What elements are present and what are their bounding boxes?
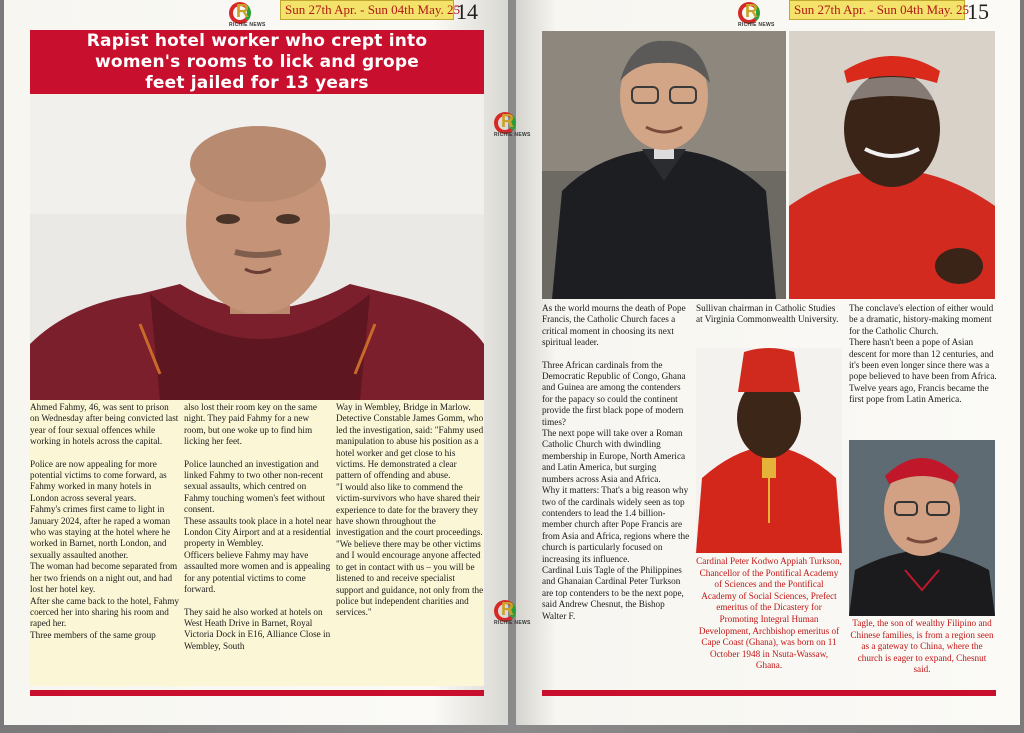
paragraph: Ahmed Fahmy, 46, was sent to prison on Wednesday after being convicted last year of four sexual offences while working in hotels across the capital. — [30, 402, 179, 447]
paragraph: These assaults took place in a hotel near London City Airport and at a residential property in Wembley. — [184, 515, 332, 549]
paragraph: They said he also worked at hotels on West Heath Drive in Barnet, Royal Victoria Dock in E16, Alliance Close in Wembley, South — [184, 606, 331, 651]
paragraph: After she came back to the hotel, Fahmy coerced her into sharing his room and raped her. — [30, 595, 179, 629]
article-column-1 — [30, 402, 180, 641]
bottom-rule — [30, 690, 484, 696]
right-page — [494, 0, 1020, 725]
cardinal-tagle-portrait — [849, 440, 995, 616]
paragraph: "I would also like to commend the victim-survivors who have shared their experience to date for the bravery they have shown throughout the investigation and the court proceedings. — [336, 481, 483, 538]
paragraph: Sullivan chairman in Catholic Studies at Virginia Commonwealth University. — [696, 303, 839, 325]
paragraph: Way in Wembley, Bridge in Marlow. — [336, 402, 471, 412]
article-column-1 — [542, 303, 690, 622]
article-column-3 — [849, 303, 997, 406]
richie-news-logo: R RICHIE NEWS — [229, 1, 266, 28]
bottom-rule — [542, 690, 996, 696]
suspect-photo — [30, 94, 484, 400]
paragraph: Police are now appealing for more potential victims to come forward, as Fahmy worked in many hotels in London across several years. — [30, 458, 167, 503]
paragraph: The woman had become separated from her two friends on a night out, and had lost her hotel key. — [30, 561, 178, 595]
paragraph: Cardinal Luis Tagle of the Philippines and Ghanaian Cardinal Peter Turkson are top contenders to be the next pope, said Andrew Chesnut, the Bishop Walter F. — [542, 564, 684, 621]
paragraph: Three African cardinals from the Democratic Republic of Congo, Ghana and Guinea are among the contenders for the papacy so could the continent provide the first black pope of modern times? — [542, 359, 686, 427]
cardinal-turkson-photo — [789, 31, 995, 299]
headline-line: Rapist hotel worker who crept into — [86, 31, 428, 51]
cardinal-tagle-photo — [542, 31, 786, 299]
paragraph: As the world mourns the death of Pope Francis, the Catholic Church faces a critical moment in choosing its next spiritual leader. — [542, 303, 686, 348]
page-number: 15 — [967, 0, 989, 24]
headline-line: feet jailed for 13 years — [145, 73, 369, 93]
turkson-caption: Cardinal Peter Kodwo Appiah Turkson, Chancellor of the Pontifical Academy of Sciences and the Pontifical Academy of Social Sciences, Prefect emeritus of the Dicastery for Promoting Integral Human Development, Archbishop emeritus of Cape Coast (Ghana), was born on 11 October 1948 in Nsuta-Wassaw, Ghana. — [696, 556, 842, 671]
paragraph: Why it matters: That's a big reason why two of the cardinals widely seen as top contenders to lead the 1.4 billion-member church after Pope Francis are from Asia and Africa, regions where the church is particularly focused on increasing its influence. — [542, 485, 690, 564]
headline-line: women's rooms to lick and grope — [95, 52, 419, 72]
paragraph: Fahmy's crimes first came to light in January 2024, after he raped a woman who was staying at the hotel where he worked in Barnet, north London, and sexually assaulted another. — [30, 504, 171, 560]
cardinal-turkson-portrait — [696, 348, 842, 553]
paragraph: The conclave's election of either would be a dramatic, history-making moment for the Catholic Church. — [849, 303, 994, 336]
richie-news-logo-watermark: R RICHIE NEWS — [494, 599, 531, 626]
issue-date: Sun 27th Apr. - Sun 04th May. 25 — [280, 0, 454, 20]
left-page — [4, 0, 508, 725]
paragraph: Officers believe Fahmy may have assaulted more women and is appealing for any potential victims to come forward. — [184, 549, 331, 595]
paragraph: The next pope will take over a Roman Catholic Church with dwindling membership in Europe, North America and Latin America, but surging numbers across Asia and Africa. — [542, 428, 686, 484]
tagle-caption: Tagle, the son of wealthy Filipino and Chinese families, is from a region seen as a gateway to China, where the church is eager to expand, Chesnut said. — [850, 618, 994, 675]
page-number: 14 — [456, 0, 478, 24]
richie-news-logo: R RICHIE NEWS — [738, 1, 775, 28]
paragraph: There hasn't been a pope of Asian descent for more than 12 centuries, and it's been even longer since there was a pope believed to have been from Africa. Twelve years ago, Francis became the first pope from Latin America. — [849, 337, 997, 405]
paragraph: "We believe there may be other victims and I would encourage anyone affected to get in contact with us – you will be listened to and receive specialist support and guidance, not only from the police but independent charities and services." — [336, 538, 484, 618]
issue-date: Sun 27th Apr. - Sun 04th May. 25 — [789, 0, 965, 20]
article-column-3 — [336, 402, 484, 619]
paragraph: Police launched an investigation and linked Fahmy to two other non-recent sexual assaults, which centred on Fahmy touching women's feet without consent. — [184, 458, 325, 515]
article-column-2 — [184, 402, 332, 652]
paragraph: also lost their room key on the same night. They paid Fahmy for a new room, but one woke up to find him licking her feet. — [184, 402, 317, 447]
headline — [30, 30, 484, 94]
richie-news-logo-watermark: R RICHIE NEWS — [494, 111, 531, 138]
paragraph: Three members of the same group — [30, 629, 156, 640]
article-column-2 — [696, 303, 842, 326]
paragraph: Detective Constable James Gomm, who led the investigation, said: "Fahmy used manipulation to abuse his position as a hotel worker and get close to his victims. He demonstrated a clear pattern of offending and abuse. — [336, 413, 484, 481]
